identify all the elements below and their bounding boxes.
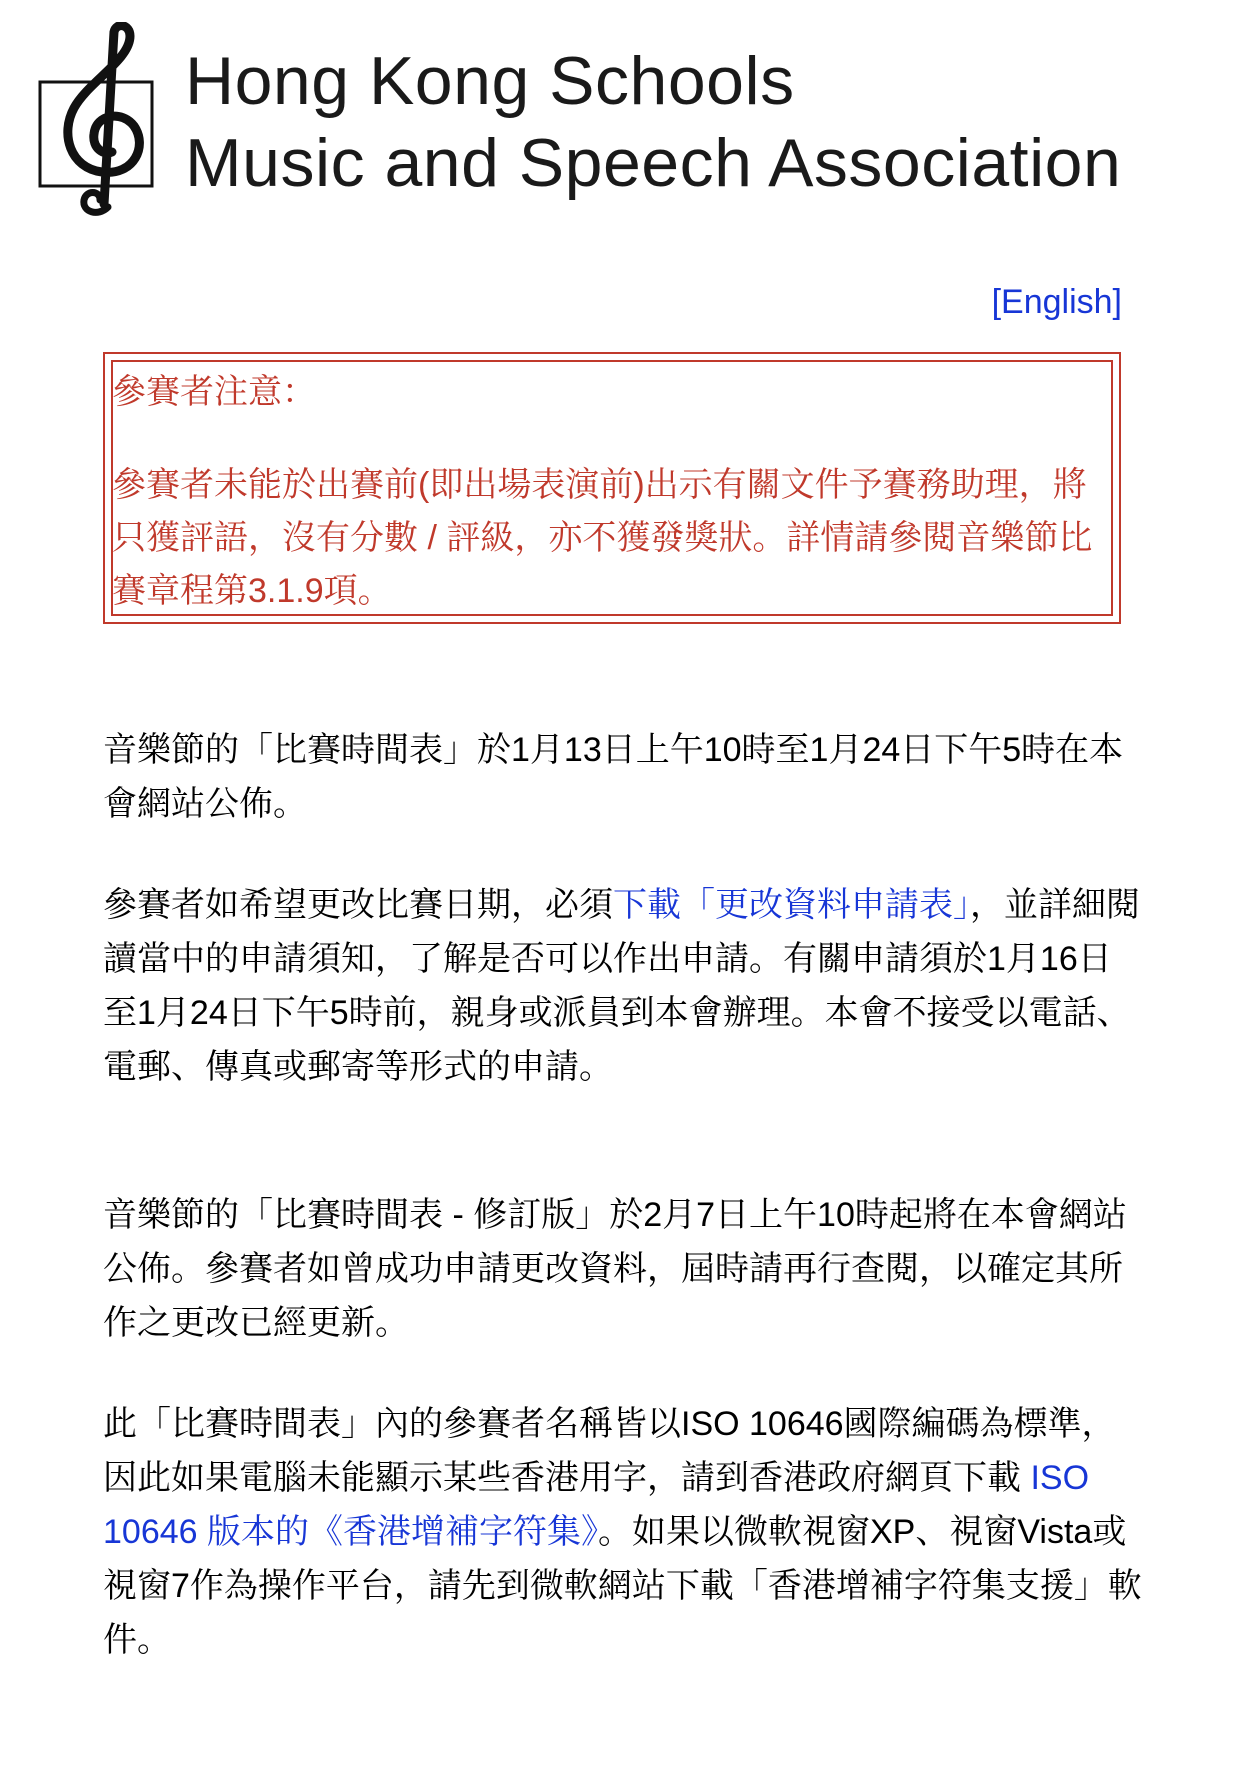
organization-name-line-2: Music and Speech Association bbox=[185, 125, 1122, 201]
iso-text-after: 。如果以微軟視窗XP、視窗Vista或視窗7作為操作平台，請先到微軟網站下載「香港增補字符集支援」軟件。 bbox=[103, 1513, 1142, 1659]
notice-body: 參賽者未能於出賽前(即出場表演前)出示有關文件予賽務助理，將只獲評語，沒有分數 / 評級，亦不獲發獎狀。詳情請參閱音樂節比賽章程第3.1.9項。 bbox=[112, 466, 1093, 610]
download-change-form-link[interactable]: 下載「更改資料申請表」 bbox=[613, 886, 970, 924]
notice-title: 參賽者注意： bbox=[112, 373, 316, 411]
organization-name bbox=[185, 40, 1121, 204]
iso-text-before: 此「比賽時間表」內的參賽者名稱皆以ISO 10646國際編碼為標準，因此如果電腦未能顯示某些香港用字，請到香港政府網頁下載 bbox=[103, 1405, 1116, 1497]
english-language-link[interactable]: [English] bbox=[991, 283, 1122, 321]
revised-schedule-paragraph: 音樂節的「比賽時間表 - 修訂版」於2月7日上午10時起將在本會網站公佈。參賽者如曾成功申請更改資料，屆時請再行查閱，以確定其所作之更改已經更新。 bbox=[103, 1196, 1127, 1342]
hkscs-download-link[interactable]: ISO 10646 版本的《香港增補字符集》 bbox=[103, 1459, 1090, 1551]
change-request-text-before: 參賽者如希望更改比賽日期，必須 bbox=[103, 886, 613, 924]
change-request-paragraph bbox=[103, 878, 1143, 1094]
schedule-announcement-paragraph: 音樂節的「比賽時間表」於1月13日上午10時至1月24日下午5時在本會網站公佈。 bbox=[103, 731, 1124, 823]
change-request-text-after: ，並詳細閱讀當中的申請須知，了解是否可以作出申請。有關申請須於1月16日至1月24日下午5時前，親身或派員到本會辦理。本會不接受以電話、電郵、傳真或郵寄等形式的申請。 bbox=[103, 886, 1140, 1086]
organization-name-line-1: Hong Kong Schools bbox=[185, 43, 795, 119]
site-header bbox=[38, 22, 1188, 222]
iso-encoding-paragraph bbox=[103, 1397, 1143, 1667]
treble-clef-logo-icon bbox=[38, 22, 168, 222]
notice-content bbox=[112, 366, 1112, 618]
